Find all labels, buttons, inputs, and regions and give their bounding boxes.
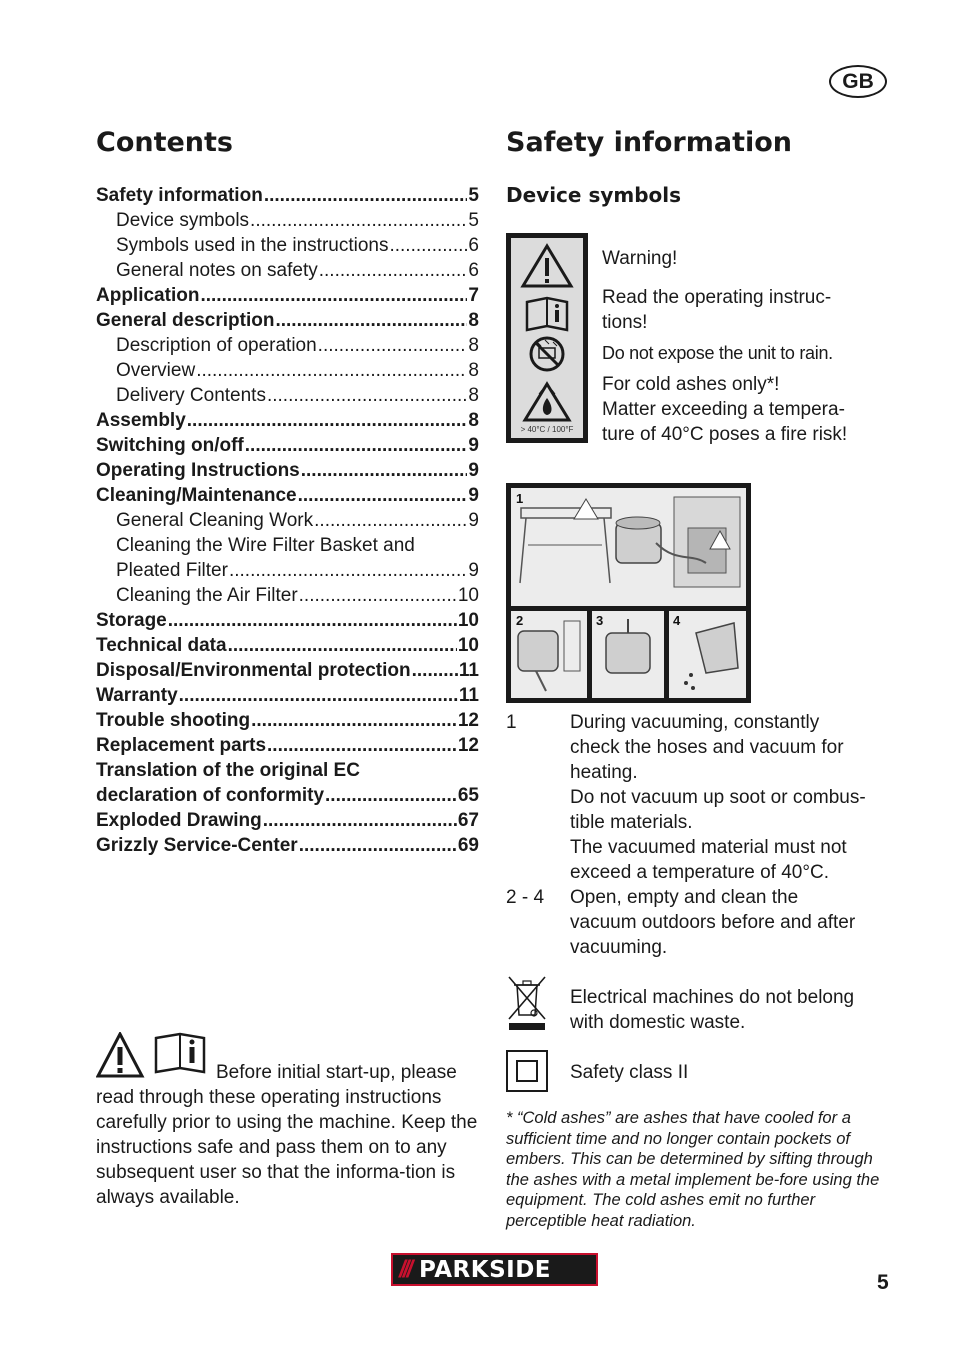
toc-entry[interactable] (96, 808, 479, 833)
toc-entry-label: General Cleaning Work (116, 510, 314, 531)
toc-entry-page: 8 (468, 385, 479, 406)
toc-entry[interactable] (96, 383, 479, 408)
toc-leader-dots (319, 258, 468, 283)
toc-leader-dots (298, 483, 468, 508)
step-line: During vacuuming, constantly (570, 712, 820, 733)
toc-entry-page: 9 (468, 560, 479, 581)
toc-entry-page: 9 (468, 485, 479, 506)
toc-entry[interactable] (96, 708, 479, 733)
toc-entry-page: 12 (457, 735, 479, 756)
panel-label-2: 2 (516, 613, 524, 628)
toc-entry[interactable] (96, 208, 479, 233)
cold-ashes-line-3: ture of 40°C poses a fire risk! (602, 424, 848, 445)
toc-entry[interactable] (96, 658, 479, 683)
warning-triangle-icon (523, 246, 571, 286)
toc-entry-page: 5 (468, 210, 479, 231)
toc-entry[interactable] (96, 558, 479, 583)
toc-entry-label: Delivery Contents (116, 385, 266, 406)
toc-entry[interactable] (96, 508, 479, 533)
toc-entry-label: Trouble shooting (96, 710, 251, 731)
toc-entry-label: Overview (116, 360, 196, 381)
safety-class-2-icon (506, 1050, 548, 1092)
manual-book-icon (527, 298, 567, 330)
toc-entry-page: 9 (468, 460, 479, 481)
toc-entry-label: Pleated Filter (116, 560, 228, 581)
warning-triangle-icon (98, 1034, 142, 1076)
logo-text: PARKSIDE (419, 1256, 552, 1283)
toc-entry-page: 6 (468, 235, 479, 256)
fire-hazard-icon (525, 384, 569, 420)
table-of-contents (96, 183, 479, 858)
toc-entry-label: Safety information (96, 185, 263, 206)
toc-entry[interactable] (96, 533, 479, 558)
toc-leader-dots (267, 383, 467, 408)
toc-entry-label: Warranty (96, 685, 178, 706)
step-line: check the hoses and vacuum for (570, 737, 844, 758)
toc-entry-page: 11 (458, 685, 479, 706)
toc-entry-label: General description (96, 310, 275, 331)
language-badge: GB (829, 65, 887, 98)
toc-entry-page: 9 (468, 510, 479, 531)
step-line: tible materials. (570, 812, 693, 833)
toc-entry-page: 7 (468, 285, 479, 306)
illustration-panel-4 (669, 611, 746, 698)
toc-leader-dots (318, 333, 468, 358)
no-rain-text: Do not expose the unit to rain. (602, 343, 833, 363)
toc-leader-dots (314, 508, 467, 533)
step-line: Open, empty and clean the (570, 887, 799, 908)
weee-line-2: with domestic waste. (570, 1012, 746, 1033)
usage-illustration (506, 483, 751, 703)
toc-leader-dots (200, 283, 467, 308)
intro-icons (96, 1032, 206, 1085)
toc-entry-label: Grizzly Service-Center (96, 835, 298, 856)
temperature-label: > 40°C / 100°F (520, 425, 574, 434)
toc-entry[interactable] (96, 283, 479, 308)
toc-leader-dots (301, 458, 468, 483)
toc-leader-dots (263, 808, 457, 833)
illustration-panel-1 (511, 488, 746, 606)
toc-entry-label: Operating Instructions (96, 460, 300, 481)
read-instructions-line-2: tions! (602, 312, 648, 333)
no-rain-icon (531, 338, 563, 370)
safety-class-text: Safety class II (570, 1062, 689, 1083)
panel-label-4: 4 (673, 613, 681, 628)
step-line: The vacuumed material must not (570, 837, 847, 858)
toc-leader-dots (299, 833, 457, 858)
toc-entry-label: General notes on safety (116, 260, 318, 281)
manual-book-icon (156, 1034, 204, 1072)
toc-entry[interactable] (96, 833, 479, 858)
toc-entry-page: 69 (457, 835, 479, 856)
toc-entry[interactable] (96, 683, 479, 708)
toc-entry-page: 10 (457, 635, 479, 656)
toc-entry[interactable] (96, 583, 479, 608)
toc-entry[interactable] (96, 233, 479, 258)
toc-entry-page: 65 (457, 785, 479, 806)
toc-leader-dots (245, 433, 468, 458)
toc-leader-dots (299, 583, 457, 608)
toc-entry-label: Translation of the original EC (96, 760, 360, 781)
toc-entry-label: Cleaning the Wire Filter Basket and (116, 535, 415, 556)
toc-entry-label: declaration of conformity (96, 785, 325, 806)
toc-entry-page: 8 (468, 410, 479, 431)
toc-entry[interactable] (96, 433, 479, 458)
step-line: exceed a temperature of 40°C. (570, 862, 829, 883)
toc-entry-label: Technical data (96, 635, 227, 656)
toc-leader-dots (168, 608, 457, 633)
step-2-4-text (570, 885, 855, 960)
toc-entry-label: Switching on/off (96, 435, 244, 456)
toc-leader-dots (251, 708, 457, 733)
toc-entry[interactable] (96, 633, 479, 658)
step-line: heating. (570, 762, 638, 783)
toc-entry-page: 6 (468, 260, 479, 281)
toc-leader-dots (229, 558, 467, 583)
toc-entry-label: Assembly (96, 410, 186, 431)
toc-leader-dots (187, 408, 468, 433)
crossed-bin-icon (506, 975, 548, 1031)
toc-entry-label: Symbols used in the instructions (116, 235, 389, 256)
cold-ashes-line-1: For cold ashes only*! (602, 374, 780, 395)
intro-paragraph (96, 1032, 486, 1210)
toc-entry-label: Cleaning the Air Filter (116, 585, 298, 606)
toc-entry[interactable] (96, 333, 479, 358)
toc-entry-label: Replacement parts (96, 735, 267, 756)
toc-entry[interactable] (96, 483, 479, 508)
toc-leader-dots (250, 208, 467, 233)
step-number: 1 (506, 712, 517, 733)
toc-leader-dots (412, 658, 458, 683)
toc-entry[interactable] (96, 733, 479, 758)
toc-entry-label: Storage (96, 610, 167, 631)
toc-entry[interactable] (96, 758, 479, 783)
toc-entry[interactable] (96, 783, 479, 808)
toc-entry-page: 5 (468, 185, 479, 206)
intro-text: Before initial start-up, please read through these operating instructions carefully prior to using the machine. Keep the instructions safe and pass them on to any subsequent user so that the informa-tion is always available. (96, 1062, 478, 1208)
toc-leader-dots (325, 783, 457, 808)
toc-entry-page: 9 (468, 435, 479, 456)
toc-leader-dots (264, 183, 468, 208)
toc-entry[interactable] (96, 458, 479, 483)
logo-stripes: /// (399, 1255, 411, 1283)
toc-leader-dots (275, 308, 467, 333)
toc-entry-page: 8 (468, 310, 479, 331)
step-line: vacuuming. (570, 937, 668, 958)
toc-leader-dots (228, 633, 457, 658)
toc-entry[interactable] (96, 183, 479, 208)
toc-entry-label: Disposal/Environmental protection (96, 660, 411, 681)
device-symbols-panel (506, 233, 588, 443)
toc-leader-dots (196, 358, 467, 383)
toc-entry[interactable] (96, 408, 479, 433)
toc-entry-label: Device symbols (116, 210, 250, 231)
toc-entry-page: 10 (457, 585, 479, 606)
read-instructions-line-1: Read the operating instruc- (602, 287, 832, 308)
toc-entry[interactable] (96, 308, 479, 333)
toc-entry-label: Application (96, 285, 200, 306)
toc-entry[interactable] (96, 608, 479, 633)
toc-entry-page: 8 (468, 360, 479, 381)
toc-leader-dots (267, 733, 457, 758)
toc-entry-page: 10 (457, 610, 479, 631)
safety-title: Safety information (506, 127, 793, 158)
step-1-text (570, 710, 866, 885)
weee-line-1: Electrical machines do not belong (570, 987, 855, 1008)
step-line: Do not vacuum up soot or combus- (570, 787, 866, 808)
toc-leader-dots (179, 683, 458, 708)
toc-entry-page: 8 (468, 335, 479, 356)
panel-label-3: 3 (596, 613, 604, 628)
page-number: 5 (877, 1271, 889, 1294)
toc-entry-page: 11 (458, 660, 479, 681)
toc-entry-page: 67 (457, 810, 479, 831)
panel-label-1: 1 (516, 491, 524, 506)
toc-entry[interactable] (96, 358, 479, 383)
toc-entry-label: Exploded Drawing (96, 810, 262, 831)
contents-title: Contents (96, 127, 234, 158)
step-number: 2 - 4 (506, 887, 545, 908)
parkside-logo (391, 1253, 598, 1286)
toc-entry-label: Cleaning/Maintenance (96, 485, 297, 506)
toc-entry[interactable] (96, 258, 479, 283)
device-symbols-title: Device symbols (506, 183, 682, 207)
cold-ashes-line-2: Matter exceeding a tempera- (602, 399, 845, 420)
toc-leader-dots (389, 233, 467, 258)
step-line: vacuum outdoors before and after (570, 912, 856, 933)
toc-entry-page: 12 (457, 710, 479, 731)
toc-entry-label: Description of operation (116, 335, 317, 356)
warning-text: Warning! (602, 248, 678, 269)
cold-ashes-footnote: * “Cold ashes” are ashes that have cooled for a sufficient time and no longer contain pockets of embers. This can be determined by sifting through the ashes with a metal implement be-fore using the equipment. The cold ashes emit no further perceptible heat radiation. (506, 1109, 880, 1230)
